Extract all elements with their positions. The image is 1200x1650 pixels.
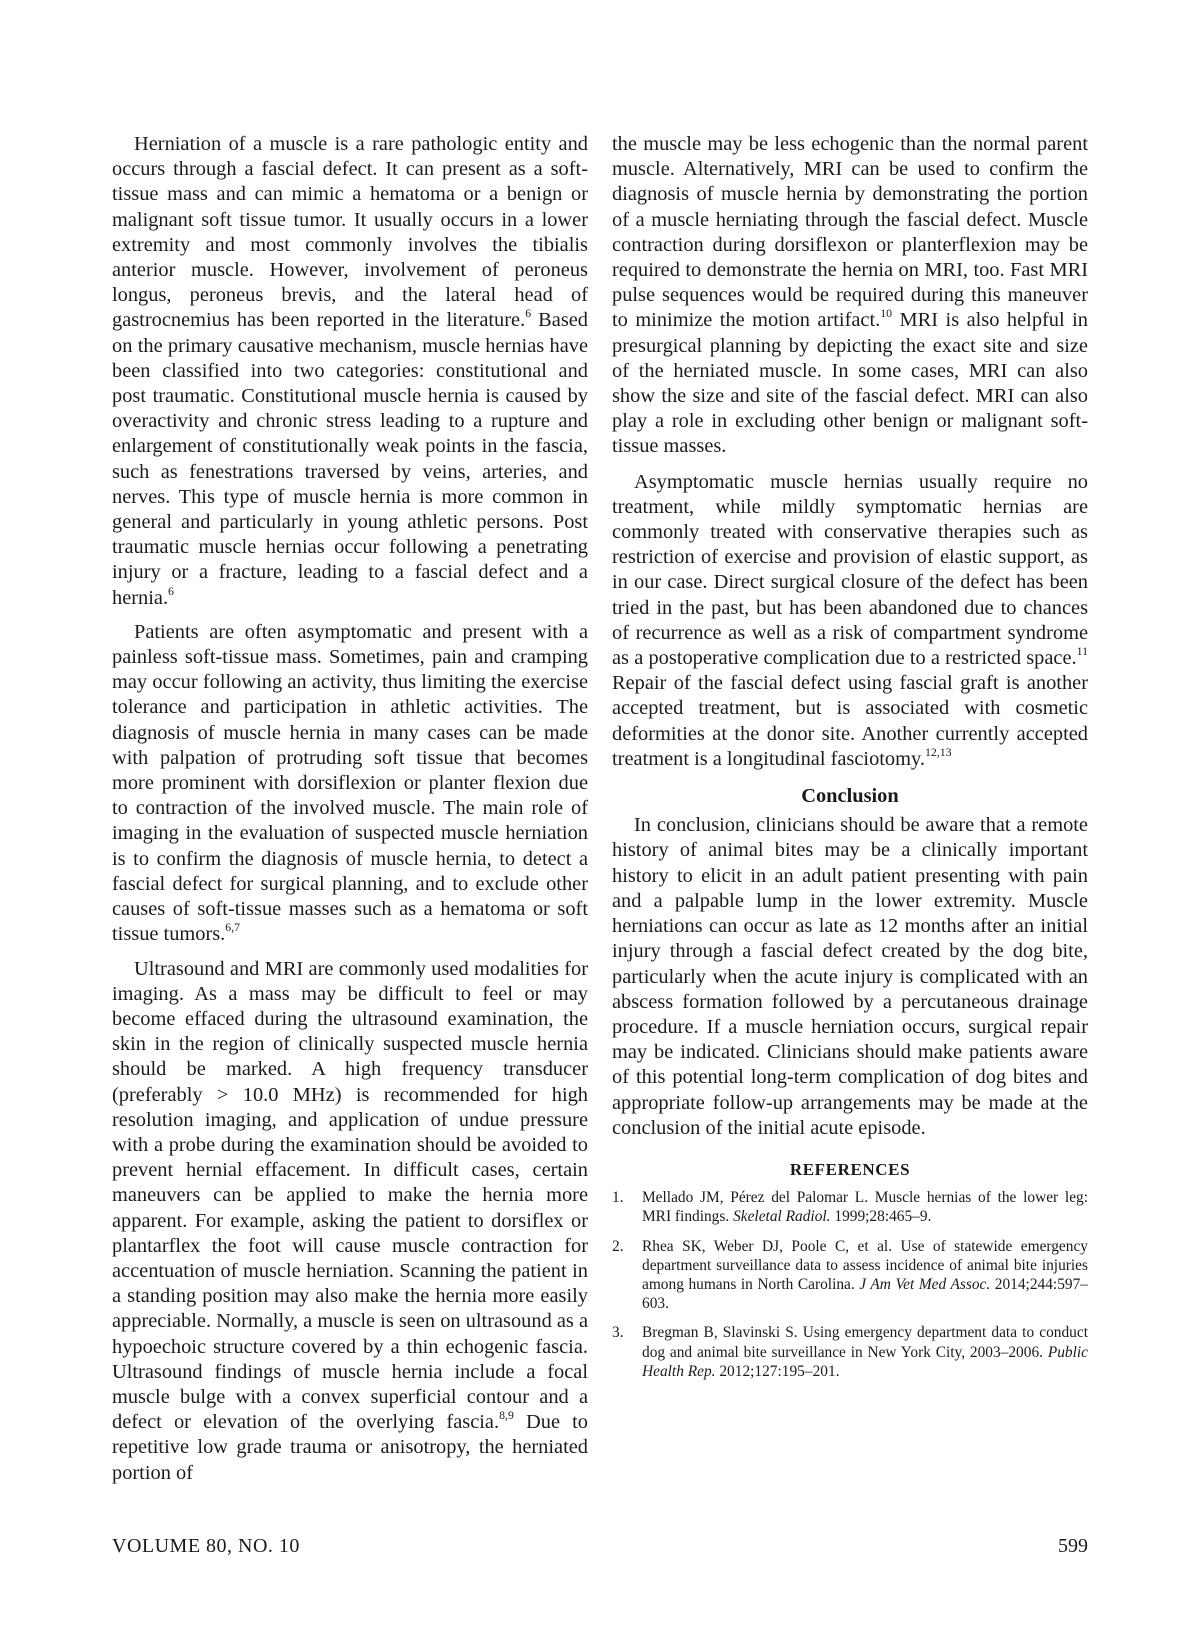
journal-name: Public Health Rep.: [642, 1343, 1088, 1380]
body-paragraph: Ultrasound and MRI are commonly used modalities for imaging. As a mass may be difficult to feel or may become effaced during the ultrasound examination, the skin in the region of clinically suspected muscle hernia should be marked. A high frequency transducer (preferably > 10.0 MHz) is recommended for high resolution imaging, and application of undue pressure with a probe during the examination should be avoided to prevent hernial effacement. In difficult cases, certain maneuvers can be applied to make the hernia more apparent. For example, asking the patient to dorsiflex or plantarflex the foot will cause muscle contraction for accentuation of muscle herniation. Scanning the patient in a standing position may also make the hernia more easily appreciable. Normally, a muscle is seen on ultrasound as a hypoechoic structure covered by a thin echogenic fascia. Ultrasound findings of muscle hernia include a focal muscle bulge with a convex superficial contour and a defect or elevation of the overlying fascia.$^{8,9}$ Due to repetitive low grade trauma or anisotropy, the herniated portion of: [112, 957, 589, 1484]
body-paragraph: Asymptomatic muscle hernias usually require no treatment, while mildly symptomatic hernias are commonly treated with conservative therapies such as restriction of exercise and provision of elastic support, as in our case. Direct surgical closure of the defect has been tried in the past, but has been abandoned due to chances of recurrence as well as a risk of compartment syndrome as a postoperative complication due to a restricted space.$^{11}$ Repair of the fascial defect using fascial graft is another accepted treatment, but is associated with cosmetic deformities at the donor site. Another currently accepted treatment is a longitudinal fasciotomy.$^{12,13}$: [612, 470, 1088, 770]
reference-item: 1. Mellado JM, Pérez del Palomar L. Muscle hernias of the lower leg: MRI findings. Skeletal Radiol. 1999;28:465–9.: [612, 1189, 1088, 1226]
citation: 8,9: [499, 1408, 514, 1423]
reference-number: 1.: [612, 1189, 624, 1207]
body-paragraph: the muscle may be less echogenic than the normal parent muscle. Alternatively, MRI can be used to confirm the diagnosis of muscle hernia by demonstrating the portion of a muscle herniating through the fascial defect. Muscle contraction during dorsiflexon or planterflexion may be required to demonstrate the hernia on MRI, too. Fast MRI pulse sequences would be required during this maneuver to minimize the motion artifact.$^{10}$ MRI is also helpful in presurgical planning by depicting the exact site and size of the herniated muscle. In some cases, MRI can also show the size and site of the fascial defect. MRI can also play a role in excluding other benign or malignant soft-tissue masses.: [612, 133, 1088, 458]
citation: 6,7: [225, 920, 241, 935]
conclusion-heading: Conclusion: [801, 785, 899, 808]
references-heading: REFERENCES: [789, 1159, 911, 1179]
volume-footer: VOLUME 80, NO. 10: [112, 1535, 300, 1557]
journal-name: J Am Vet Med Assoc.: [859, 1275, 991, 1293]
page-number: 599: [1058, 1535, 1088, 1557]
citation: 12,13: [924, 745, 952, 760]
reference-item: 2. Rhea SK, Weber DJ, Poole C, et al. Use of statewide emergency department surveillance data to assess incidence of animal bite injuries among humans in North Carolina. J Am Vet Med Assoc. 2014;244:597–603.: [612, 1237, 1088, 1313]
right-column: [612, 132, 1088, 1391]
body-paragraph: Patients are often asymptomatic and present with a painless soft-tissue mass. Sometimes, pain and cramping may occur following an activity, thus limiting the exercise tolerance and participation in athletic activities. The diagnosis of muscle hernia in many cases can be made with palpation of protruding soft tissue that becomes more prominent with dorsiflexion or planter flexion due to contraction of the involved muscle. The main role of imaging in the evaluation of suspected muscle herniation is to confirm the diagnosis of muscle hernia, to detect a fascial defect for surgical planning, and to exclude other causes of soft-tissue masses such as a hematoma or soft tissue tumors.$^{6,7}$: [112, 620, 588, 946]
body-paragraph: Herniation of a muscle is a rare pathologic entity and occurs through a fascial defect. It can present as a soft-tissue mass and can mimic a hematoma or a benign or malignant soft tissue tumor. It usually occurs in a lower extremity and most commonly involves the tibialis anterior muscle. However, involvement of peroneus longus, peroneus brevis, and the lateral head of gastrocnemius has been reported in the literature.$^6$ Based on the primary causative mechanism, muscle hernias have been classified into two categories: constitutional and post traumatic. Constitutional muscle hernia is caused by overactivity and chronic stress leading to a rupture and enlargement of constitutionally weak points in the fascia, such as fenestrations traversed by veins, arteries, and nerves. This type of muscle hernia is more common in general and particularly in young athletic persons. Post traumatic muscle hernias occur following a penetrating injury or a fracture, leading to a fascial defect and a hernia.$^6$: [112, 133, 588, 609]
citation: 11: [1076, 644, 1088, 659]
reference-list: [612, 1188, 1088, 1381]
journal-name: Skeletal Radiol.: [733, 1208, 831, 1226]
citation: 6: [168, 583, 174, 598]
citation: 10: [880, 306, 893, 321]
reference-number: 2.: [612, 1237, 624, 1255]
reference-number: 3.: [612, 1324, 624, 1342]
left-column: [112, 132, 588, 1495]
citation: 6: [525, 306, 532, 321]
reference-item: 3. Bregman B, Slavinski S. Using emergency department data to conduct dog and animal bite surveillance in New York City, 2003–2006. Public Health Rep. 2012;127:195–201.: [612, 1324, 1088, 1380]
conclusion-paragraph: In conclusion, clinicians should be aware that a remote history of animal bites may be a clinically important history to elicit in an adult patient presenting with pain and a palpable lump in the lower extremity. Muscle herniations can occur as late as 12 months after an initial injury through a fascial defect created by the dog bite, particularly when the acute injury is complicated with an abscess formation followed by a percutaneous drainage procedure. If a muscle herniation occurs, surgical repair may be indicated. Clinicians should make patients aware of this potential long-term complication of dog bites and appropriate follow-up arrangements may be made at the conclusion of the initial acute episode.: [612, 814, 1088, 1139]
